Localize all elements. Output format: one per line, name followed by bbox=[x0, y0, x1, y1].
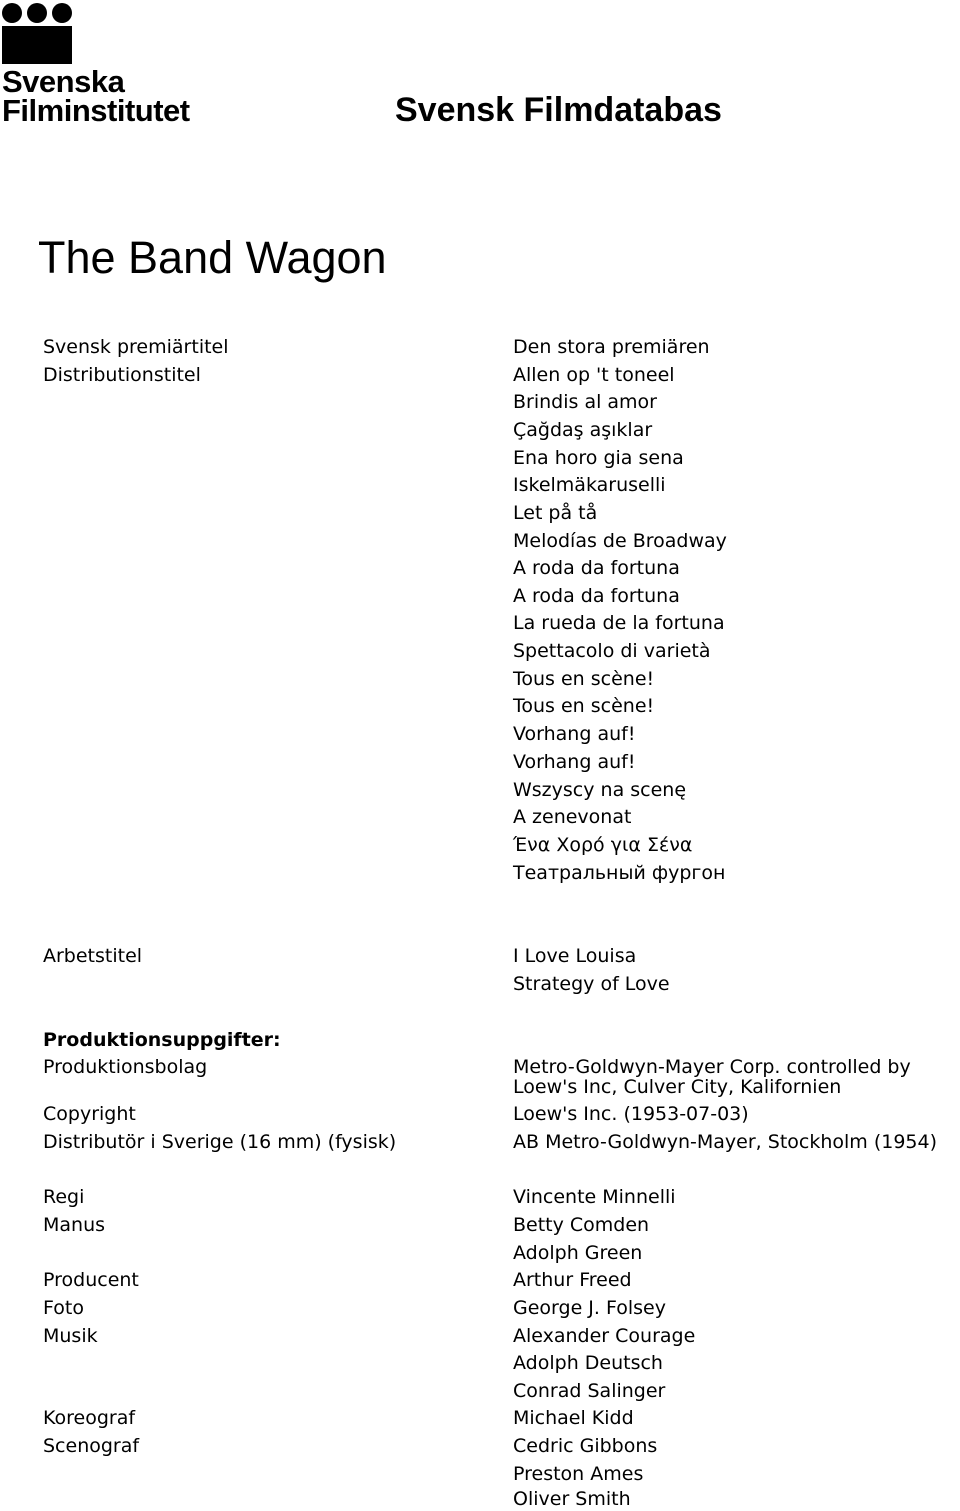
set-designer-name: Preston Ames bbox=[513, 1463, 644, 1485]
distribution-title: Театральный фургон bbox=[513, 862, 726, 884]
distribution-title: A roda da fortuna bbox=[513, 585, 680, 607]
set-designer-name: Oliver Smith bbox=[513, 1488, 631, 1510]
producer-name: Arthur Freed bbox=[513, 1269, 632, 1291]
working-title: Strategy of Love bbox=[513, 973, 670, 995]
director-name: Vincente Minnelli bbox=[513, 1186, 676, 1208]
director-label: Regi bbox=[43, 1186, 85, 1208]
music-label: Musik bbox=[43, 1325, 98, 1347]
music-name: Conrad Salinger bbox=[513, 1380, 666, 1402]
screenplay-name: Betty Comden bbox=[513, 1214, 650, 1236]
music-name: Alexander Courage bbox=[513, 1325, 696, 1347]
music-name: Adolph Deutsch bbox=[513, 1352, 663, 1374]
photo-label: Foto bbox=[43, 1297, 84, 1319]
premiere-title-label: Svensk premiärtitel bbox=[43, 336, 229, 358]
svenska-filminstitutet-logo bbox=[0, 0, 210, 130]
film-title: The Band Wagon bbox=[38, 232, 387, 283]
production-heading: Produktionsuppgifter: bbox=[43, 1029, 281, 1051]
distribution-title: Ena horo gia sena bbox=[513, 447, 684, 469]
set-designer-name: Cedric Gibbons bbox=[513, 1435, 658, 1457]
distribution-title: A zenevonat bbox=[513, 806, 632, 828]
choreographer-name: Michael Kidd bbox=[513, 1407, 634, 1429]
production-company-value: Metro-Goldwyn-Mayer Corp. controlled by Loew's Inc, Culver City, Kalifornien bbox=[513, 1056, 911, 1098]
distribution-title: Brindis al amor bbox=[513, 391, 657, 413]
set-designer-label: Scenograf bbox=[43, 1435, 140, 1457]
logo-line-2: Filminstitutet bbox=[2, 93, 190, 128]
copyright-label: Copyright bbox=[43, 1103, 136, 1125]
distribution-title: Tous en scène! bbox=[513, 695, 655, 717]
distributor-value: AB Metro-Goldwyn-Mayer, Stockholm (1954) bbox=[513, 1131, 938, 1153]
logo-line-1: Svenska bbox=[2, 64, 125, 99]
distribution-title: Spettacolo di varietà bbox=[513, 640, 711, 662]
distribution-title: Allen op 't toneel bbox=[513, 364, 675, 386]
choreographer-label: Koreograf bbox=[43, 1407, 136, 1429]
distribution-title: A roda da fortuna bbox=[513, 557, 680, 579]
premiere-title-value: Den stora premiären bbox=[513, 336, 710, 358]
distribution-title: La rueda de la fortuna bbox=[513, 612, 725, 634]
distribution-title: Tous en scène! bbox=[513, 668, 655, 690]
logo-square-icon bbox=[2, 26, 72, 64]
producer-label: Producent bbox=[43, 1269, 139, 1291]
working-title: I Love Louisa bbox=[513, 945, 637, 967]
distribution-title: Ένα Χορό για Σένα bbox=[513, 834, 693, 856]
distribution-title-label: Distributionstitel bbox=[43, 364, 201, 386]
distribution-title: Melodías de Broadway bbox=[513, 530, 727, 552]
distributor-label: Distributör i Sverige (16 mm) (fysisk) bbox=[43, 1131, 397, 1153]
photo-name: George J. Folsey bbox=[513, 1297, 666, 1319]
production-company-label: Produktionsbolag bbox=[43, 1056, 208, 1078]
screenplay-name: Adolph Green bbox=[513, 1242, 643, 1264]
distribution-title: Vorhang auf! bbox=[513, 751, 636, 773]
copyright-value: Loew's Inc. (1953-07-03) bbox=[513, 1103, 749, 1125]
distribution-title: Iskelmäkaruselli bbox=[513, 474, 666, 496]
working-title-label: Arbetstitel bbox=[43, 945, 143, 967]
distribution-title: Wszyscy na scenę bbox=[513, 779, 687, 801]
distribution-title: Çağdaş aşıklar bbox=[513, 419, 653, 441]
screenplay-label: Manus bbox=[43, 1214, 106, 1236]
distribution-title: Vorhang auf! bbox=[513, 723, 636, 745]
site-title: Svensk Filmdatabas bbox=[395, 91, 722, 129]
distribution-title: Let på tå bbox=[513, 502, 598, 524]
